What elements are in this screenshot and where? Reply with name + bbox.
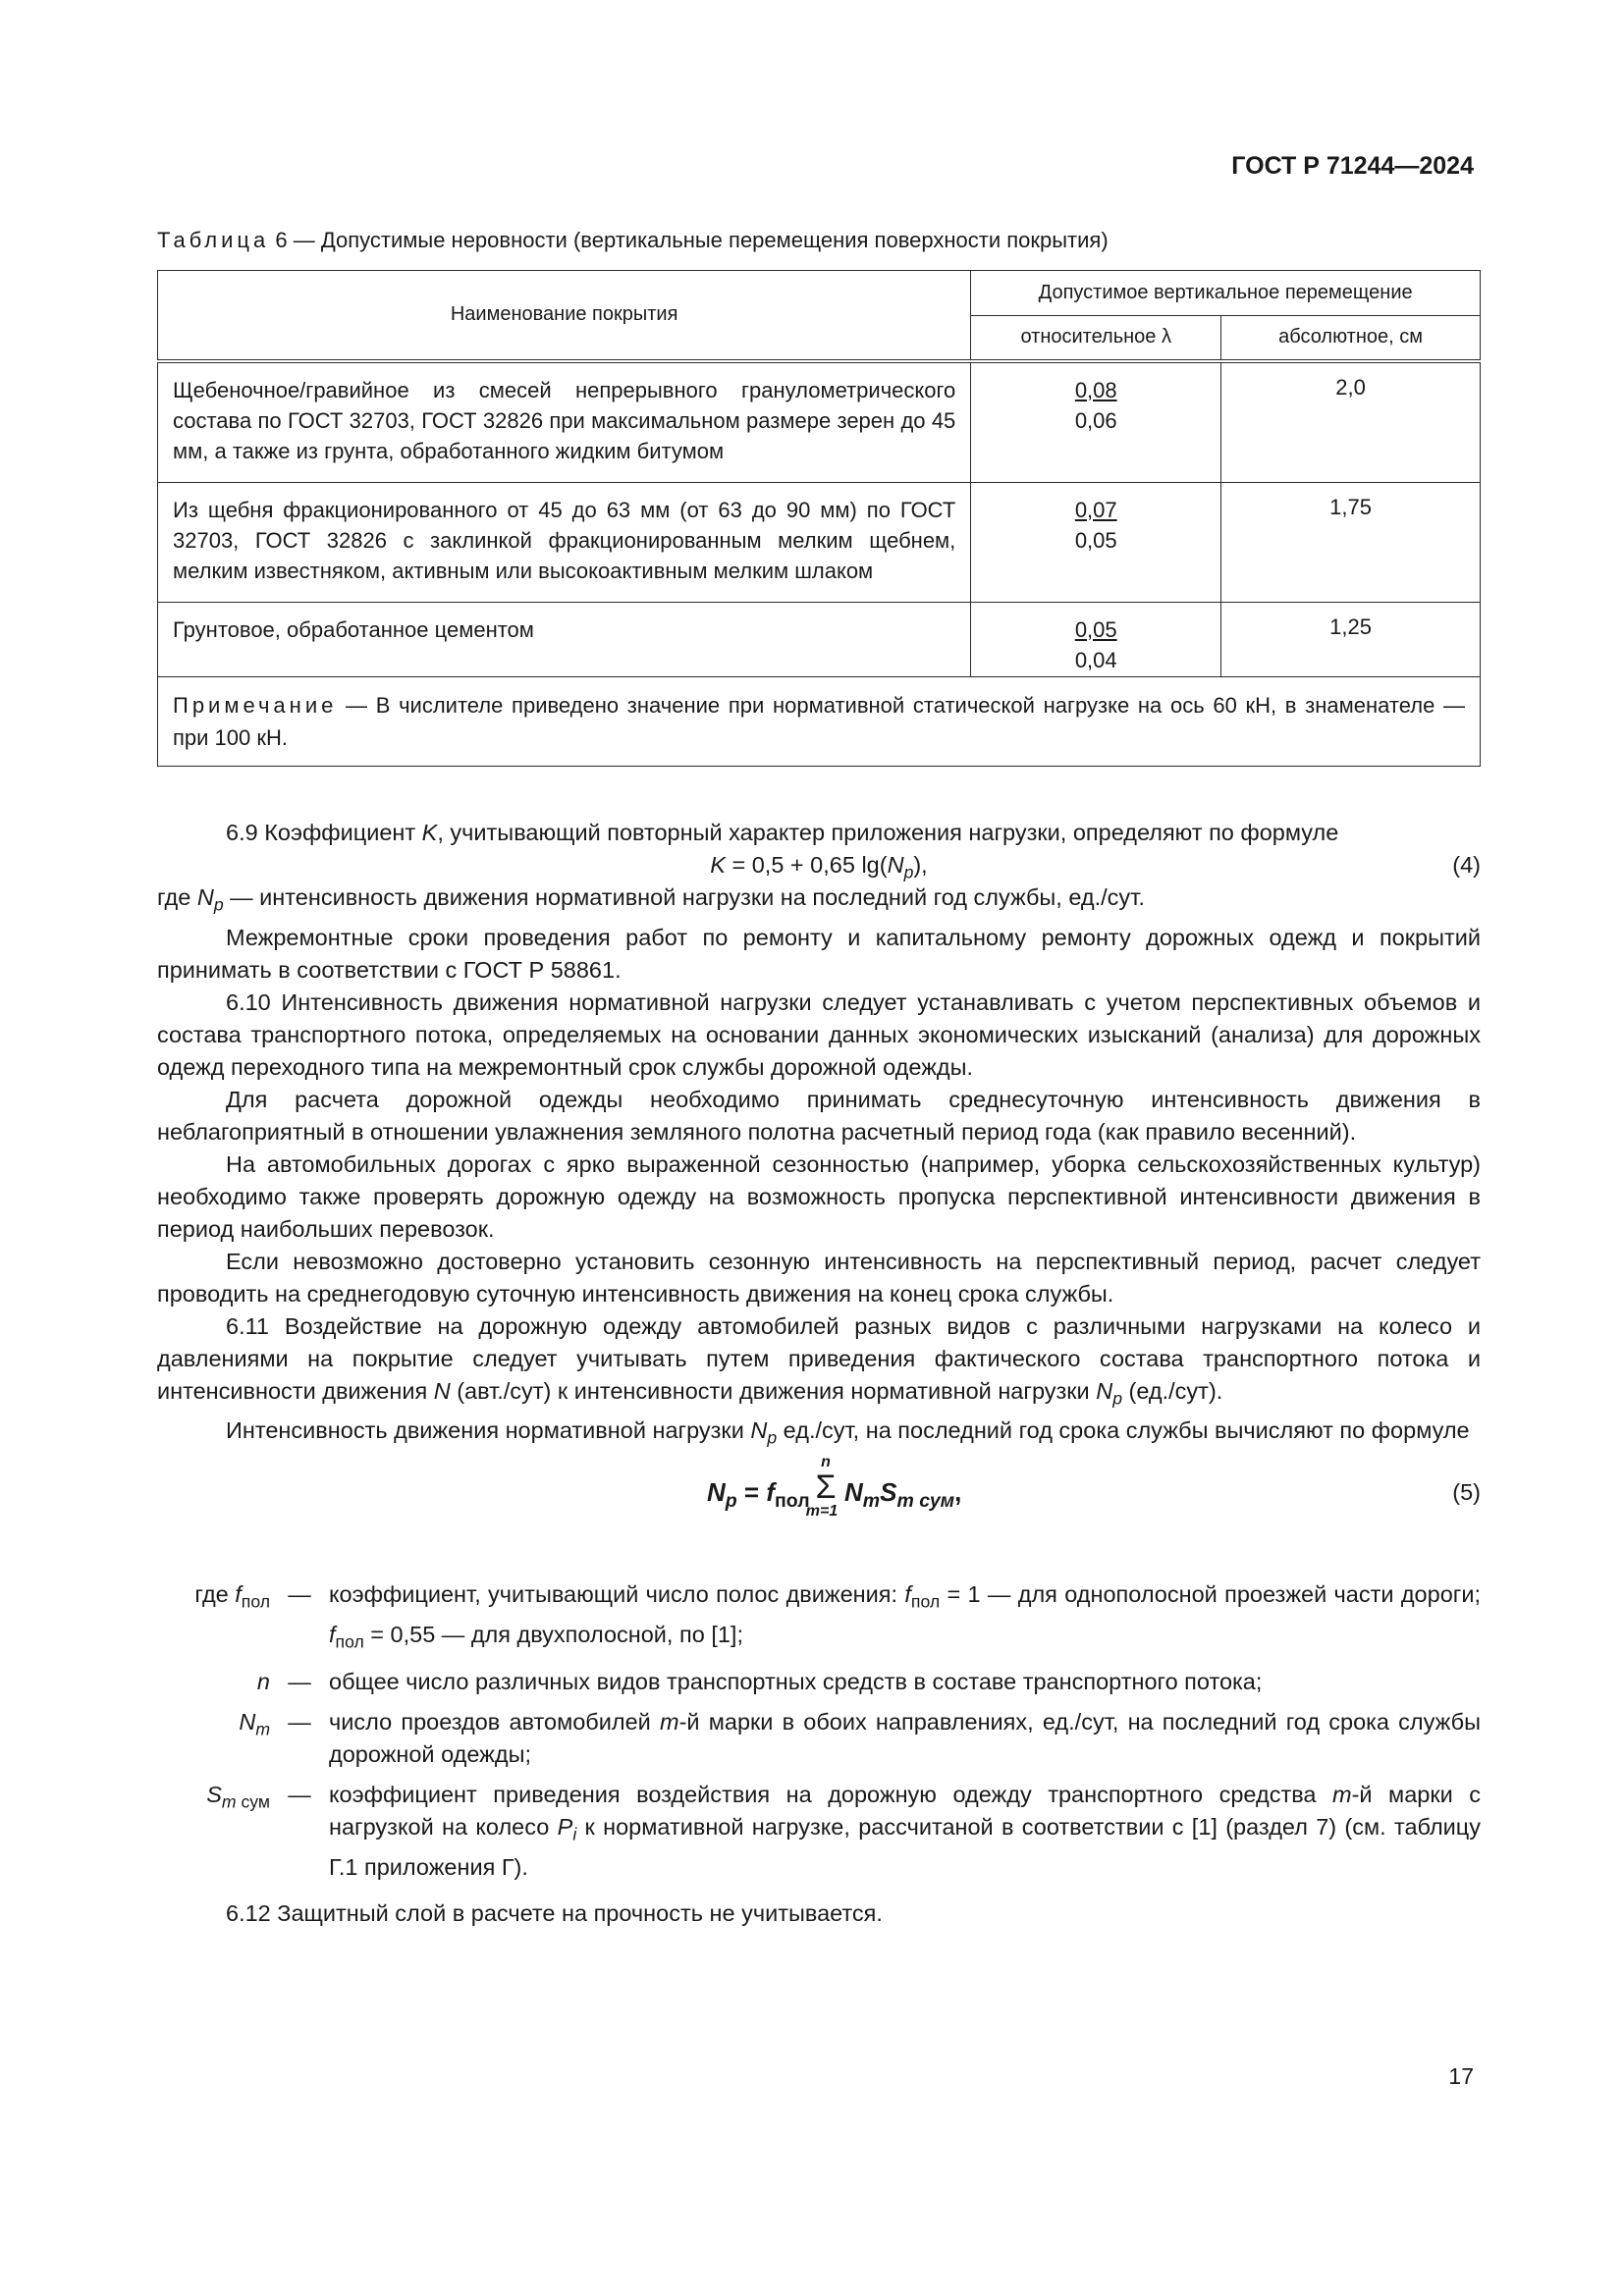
formula-number: (5)	[1452, 1479, 1481, 1506]
sum-symbol: n Σ m=1	[805, 1454, 839, 1521]
header-absolute: абсолютное, см	[1221, 316, 1481, 361]
formula-5: $N_p = f_{пол}$ n Σ m=1 $N_mS_{m сум}$, (5)	[707, 1454, 1481, 1521]
row-coating-name: Из щебня фракционированного от 45 до 63 мм (от 63 до 90 мм) по ГОСТ 32703, ГОСТ 32826 с заклинкой фракционированным мелким щебнем, мелким известняком, активным или высокоактивным мелким шлаком	[158, 482, 971, 602]
paragraph-6-12: 6.12 Защитный слой в расчете на прочность не учитывается.	[226, 1900, 883, 1927]
definition-f-pol: где $f_{пол}$ — коэффициент, учитывающий число полос движения: $f_{пол} = 1$ — для однополосной проезжей части дороги; $f_{пол} = 0,55$ — для двухполосной, по [1];	[194, 1581, 1481, 1652]
definition-s-m-sum: $S_{m сум}$ — коэффициент приведения воздействия на дорожную одежду транспортного средства m-й марки с нагрузкой на колесо $P_i$ к нормативной нагрузке, рассчитаной в соответствии с [1] (раздел 7) (см. таблицу Г.1 приложения Г).	[206, 1782, 1482, 1881]
body-text	[157, 817, 1481, 1930]
paragraph-calc: Для расчета дорожной одежды необходимо принимать среднесуточную интенсивность движения в неблагоприятный в отношении увлажнения земляного полотна расчетный период года (как правило весенний).	[157, 1086, 1481, 1145]
table-6	[157, 270, 1481, 767]
row-absolute-value: 1,75	[1221, 482, 1481, 602]
table-caption-text: 6 — Допустимые неровности (вертикальные перемещения поверхности покрытия)	[275, 228, 1109, 252]
header-allowed-displacement: Допустимое вертикальное перемещение	[971, 271, 1481, 316]
table-row	[158, 361, 1481, 483]
header-relative: относительное λ	[971, 316, 1221, 361]
where-np: где $N_p$ — интенсивность движения нормативной нагрузки на последний год службы, ед./сут.	[157, 884, 1145, 915]
table-row	[158, 482, 1481, 602]
formula-number: (4)	[1452, 852, 1481, 878]
paragraph-repair-terms: Межремонтные сроки проведения работ по ремонту и капитальному ремонту дорожных одежд и покрытий принимать в соответствии с ГОСТ Р 58861.	[157, 924, 1481, 983]
note-label: Примечание	[173, 692, 338, 718]
row-absolute-value: 2,0	[1221, 361, 1481, 483]
relative-numerator: 0,08	[1074, 377, 1117, 402]
row-relative-value	[971, 482, 1221, 602]
page-number: 17	[1448, 2063, 1474, 2089]
note-text: — В числителе приведено значение при нормативной статической нагрузке на ось 60 кН, в знаменателе — при 100 кН.	[173, 692, 1465, 750]
row-relative-value	[971, 361, 1221, 483]
row-coating-name: Щебеночное/гравийное из смесей непрерывного гранулометрического состава по ГОСТ 32703, ГОСТ 32826 при максимальном размере зерен до 45 мм, а также из грунта, обработанного жидким битумом	[158, 361, 971, 483]
relative-denominator: 0,06	[1074, 407, 1117, 433]
definition-n-m: $N_m$ — число проездов автомобилей m-й марки в обоих направлениях, ед./сут, на последний год срока службы дорожной одежды;	[239, 1709, 1481, 1768]
definition-n: n — общее число различных видов транспортных средств в составе транспортного потока;	[256, 1669, 1263, 1695]
table-caption-word: Таблица	[157, 228, 270, 252]
definitions-list	[157, 1578, 1481, 1884]
paragraph-if-not: Если невозможно достоверно установить сезонную интенсивность на перспективный период, расчет следует проводить на среднегодовую суточную интенсивность движения на конец срока службы.	[157, 1248, 1481, 1307]
document-code: ГОСТ Р 71244—2024	[1231, 152, 1474, 180]
relative-denominator: 0,05	[1074, 527, 1117, 553]
header-coating-name: Наименование покрытия	[158, 271, 971, 361]
table-caption	[157, 228, 1109, 253]
paragraph-6-9: 6.9 Коэффициент K, учитывающий повторный характер приложения нагрузки, определяют по формуле	[226, 820, 1339, 845]
relative-numerator: 0,07	[1074, 497, 1117, 522]
table-note	[158, 676, 1481, 766]
table-row	[158, 602, 1481, 676]
row-absolute-value: 1,25	[1221, 602, 1481, 676]
relative-denominator: 0,04	[1074, 647, 1117, 672]
paragraph-6-10: 6.10 Интенсивность движения нормативной нагрузки следует устанавливать с учетом перспективных объемов и состава транспортного потока, определяемых на основании данных экономических изысканий (анализа) для дорожных одежд переходного типа на межремонтный срок службы дорожной одежды.	[157, 988, 1481, 1080]
paragraph-6-11: 6.11 Воздействие на дорожную одежду автомобилей разных видов с различными нагрузками на колесо и давлениями на покрытие следует учитывать путем приведения фактического состава транспортного потока и интенсивности движения N (авт./сут) к интенсивности движения нормативной нагрузки $N_p$ (ед./сут).	[157, 1312, 1481, 1409]
relative-numerator: 0,05	[1074, 616, 1117, 642]
paragraph-intensity: Интенсивность движения нормативной нагрузки $N_p$ ед./сут, на последний год срока службы вычисляют по формуле	[226, 1417, 1470, 1449]
row-coating-name: Грунтовое, обработанное цементом	[158, 602, 971, 676]
paragraph-seasonal: На автомобильных дорогах с ярко выраженной сезонностью (например, уборка сельскохозяйственных культур) необходимо также проверять дорожную одежду на возможность пропуска перспективной интенсивности движения в период наибольших перевозок.	[157, 1150, 1481, 1242]
formula-4: K = 0,5 + 0,65 $\lg(N_p)$, (4)	[157, 849, 1481, 881]
row-relative-value	[971, 602, 1221, 676]
